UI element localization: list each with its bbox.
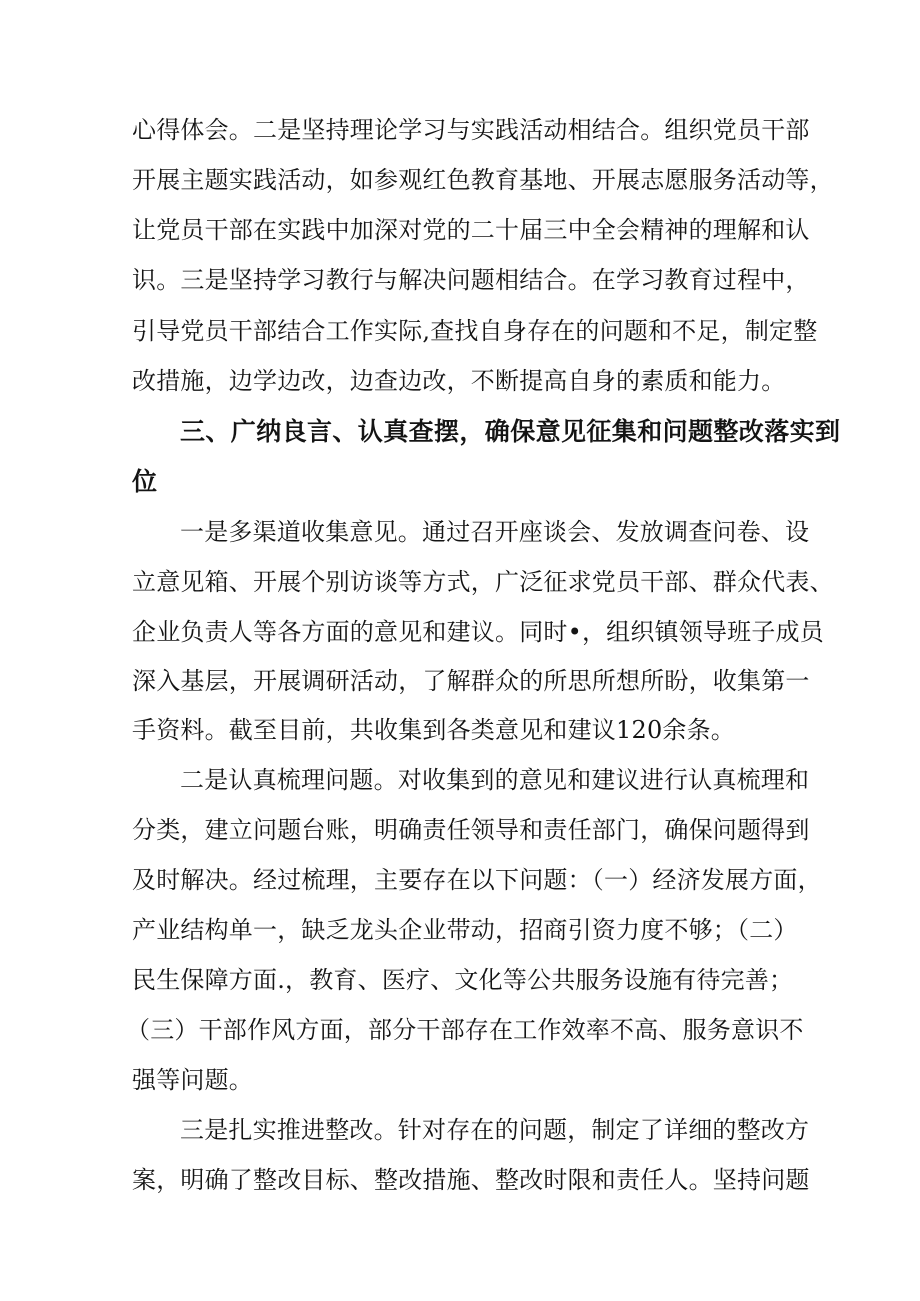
text-line: 企业负责人等各方面的意见和建议。同时•，组织镇领导班子成员 — [132, 618, 824, 646]
text-line: （三）干部作风方面，部分干部存在工作效率不高、服务意识不 — [126, 1016, 804, 1044]
text-line: 案，明确了整改目标、整改措施、整改时限和责任人。坚持问题 — [132, 1166, 810, 1194]
text-line: 改措施，边学边改，边查边改，不断提高自身的素质和能力。 — [132, 367, 786, 395]
text-line: 识。三是坚持学习教行与解决问题相结合。在学习教育过程中， — [132, 266, 810, 294]
text-line: 分类，建立问题台账，明确责任领导和责任部门，确保问题得到 — [132, 816, 810, 844]
section-heading: 三、广纳良言、认真查摆，确保意见征集和问题整改落实到 — [180, 417, 841, 446]
text-line: 深入基层，开展调研活动，了解群众的所思所想所盼，收集第一 — [132, 667, 810, 695]
text-line: 及时解决。经过梳理，主要存在以下问题：（一）经济发展方面， — [132, 866, 822, 894]
text-line: 心得体会。二是坚持理论学习与实践活动相结合。组织党员干部 — [132, 116, 810, 144]
text-line: 产业结构单一，缺乏龙头企业带动，招商引资力度不够；（二） — [132, 916, 798, 944]
paragraph-first-line: 一是多渠道收集意见。通过召开座谈会、发放调查问卷、设 — [180, 518, 810, 546]
section-heading-continued: 位 — [132, 467, 158, 496]
text-line: 民生保障方面.，教育、医疗、文化等公共服务设施有待完善； — [132, 966, 794, 994]
paragraph-first-line: 二是认真梳理问题。对收集到的意见和建议进行认真梳理和 — [180, 766, 810, 794]
paragraph-first-line: 三是扎实推进整改。针对存在的问题，制定了详细的整改方 — [180, 1116, 810, 1144]
text-line: 立意见箱、开展个别访谈等方式，广泛征求党员干部、群众代表、 — [132, 568, 834, 596]
text-line: 开展主题实践活动，如参观红色教育基地、开展志愿服务活动等， — [132, 166, 834, 194]
text-line: 引导党员干部结合工作实际,查找自身存在的问题和不足，制定整 — [132, 317, 818, 345]
text-line: 手资料。截至目前，共收集到各类意见和建议120余条。 — [132, 716, 736, 744]
text-line: 让党员干部在实践中加深对党的二十届三中全会精神的理解和认 — [132, 216, 810, 244]
text-line: 强等问题。 — [132, 1066, 253, 1094]
